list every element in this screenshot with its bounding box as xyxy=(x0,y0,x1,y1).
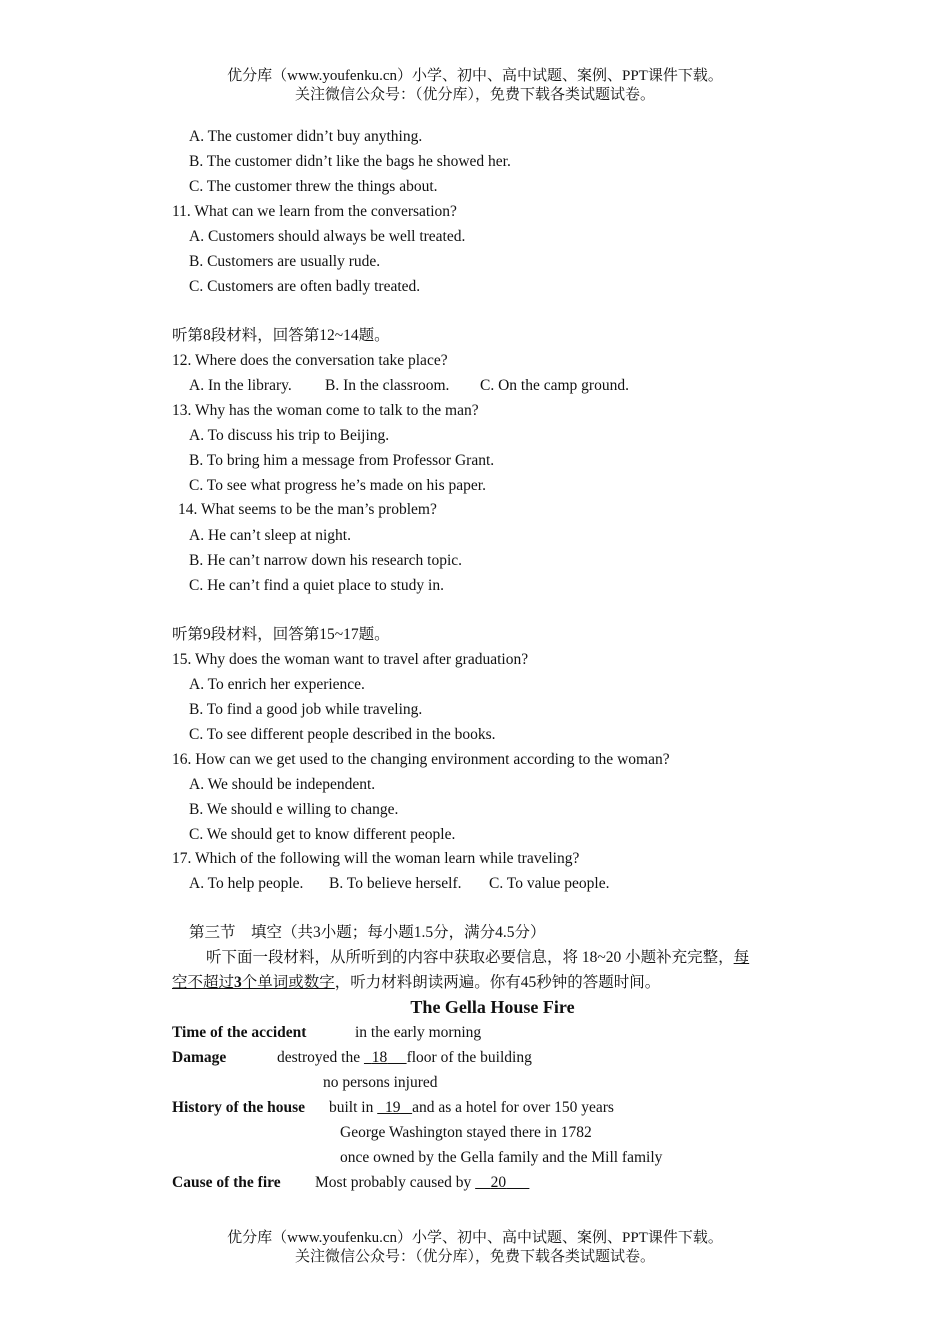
q12-option-c: C. On the camp ground. xyxy=(480,377,629,394)
q16-option-c: C. We should get to know different people. xyxy=(189,826,456,843)
q17-stem: 17. Which of the following will the woman learn while traveling? xyxy=(172,850,580,867)
section3-instructions-line1 xyxy=(206,948,749,968)
blank-18 xyxy=(364,1049,407,1066)
q11-option-b: B. Customers are usually rude. xyxy=(189,253,381,270)
q11-stem: 11. What can we learn from the conversation? xyxy=(172,203,457,220)
footer-line-2: 关注微信公众号：（优分库），免费下载各类试题试卷。 xyxy=(294,1249,655,1265)
history-label: History of the house xyxy=(172,1099,306,1116)
q10-option-c: C. The customer threw the things about. xyxy=(189,178,438,195)
table-title: The Gella House Fire xyxy=(410,997,575,1017)
footer-line-1: 优分库（www.youfenku.cn）小学、初中、高中试题、案例、PPT课件下载。 xyxy=(227,1230,723,1246)
q16-option-a: A. We should be independent. xyxy=(189,776,376,793)
q16-stem: 16. How can we get used to the changing environment according to the woman? xyxy=(172,751,670,768)
damage-pre: destroyed the xyxy=(277,1049,364,1066)
q15-option-b: B. To find a good job while traveling. xyxy=(189,701,423,718)
section9-intro: 听第9段材料，回答第15~17题。 xyxy=(172,626,390,643)
header-line-2: 关注微信公众号：（优分库），免费下载各类试题试卷。 xyxy=(294,87,655,103)
instructions-underlined-2 xyxy=(172,974,335,991)
q13-stem: 13. Why has the woman come to talk to the man? xyxy=(172,402,479,419)
instructions-text-1: 听下面一段材料，从所听到的内容中获取必要信息，将 18~20 小题补充完整， xyxy=(206,949,734,966)
q10-option-a: A. The customer didn’t buy anything. xyxy=(189,128,423,145)
q14-option-a: A. He can’t sleep at night. xyxy=(189,527,351,544)
q17-option-b: B. To believe herself. xyxy=(329,875,462,892)
section3-heading: 第三节 填空（共3小题；每小题1.5分，满分4.5分） xyxy=(189,924,546,941)
time-label: Time of the accident xyxy=(172,1024,307,1041)
q17-option-a: A. To help people. xyxy=(189,875,304,892)
q15-stem: 15. Why does the woman want to travel after graduation? xyxy=(172,651,529,668)
q13-option-c: C. To see what progress he’s made on his paper. xyxy=(189,477,486,494)
instructions-underlined-1: 每 xyxy=(733,949,750,966)
damage-label: Damage xyxy=(172,1049,227,1066)
q15-option-a: A. To enrich her experience. xyxy=(189,676,365,693)
q14-stem: 14. What seems to be the man’s problem? xyxy=(178,501,437,518)
q11-option-a: A. Customers should always be well treated. xyxy=(189,228,466,245)
section8-intro: 听第8段材料，回答第12~14题。 xyxy=(172,327,390,344)
q13-option-b: B. To bring him a message from Professor Grant. xyxy=(189,452,495,469)
q12-stem: 12. Where does the conversation take place? xyxy=(172,352,448,369)
q16-option-b: B. We should e willing to change. xyxy=(189,801,399,818)
damage-line xyxy=(277,1048,532,1068)
history-pre: built in xyxy=(329,1099,378,1116)
cause-pre: Most probably caused by xyxy=(315,1174,476,1191)
q15-option-c: C. To see different people described in the books. xyxy=(189,726,496,743)
history-line xyxy=(329,1098,614,1118)
blank-19 xyxy=(377,1099,412,1116)
header-line-1: 优分库（www.youfenku.cn）小学、初中、高中试题、案例、PPT课件下载。 xyxy=(227,68,723,84)
q14-option-b: B. He can’t narrow down his research topic. xyxy=(189,552,463,569)
damage-post: floor of the building xyxy=(406,1049,532,1066)
blank-19-number: 19 xyxy=(384,1099,401,1116)
underlined-2b: 3 xyxy=(234,974,242,991)
instructions-text-2: ，听力材料朗读两遍。你有45秒钟的答题时间。 xyxy=(334,974,661,991)
q12-option-b: B. In the classroom. xyxy=(325,377,450,394)
cause-label: Cause of the fire xyxy=(172,1174,281,1191)
underlined-2a: 空不超过 xyxy=(172,974,235,991)
q12-option-a: A. In the library. xyxy=(189,377,292,394)
damage-line-2: no persons injured xyxy=(323,1074,438,1091)
section3-instructions-line2 xyxy=(172,973,660,993)
blank-20-number: 20 xyxy=(490,1174,507,1191)
q14-option-c: C. He can’t find a quiet place to study in. xyxy=(189,577,444,594)
blank-20 xyxy=(475,1174,529,1191)
history-line-3: once owned by the Gella family and the Mill family xyxy=(340,1149,663,1166)
time-value: in the early morning xyxy=(355,1024,482,1041)
history-post: and as a hotel for over 150 years xyxy=(412,1099,614,1116)
cause-line xyxy=(315,1173,529,1193)
q13-option-a: A. To discuss his trip to Beijing. xyxy=(189,427,390,444)
q17-option-c: C. To value people. xyxy=(489,875,610,892)
q11-option-c: C. Customers are often badly treated. xyxy=(189,278,421,295)
q10-option-b: B. The customer didn’t like the bags he showed her. xyxy=(189,153,511,170)
underlined-2c: 个单词或数字 xyxy=(241,974,335,991)
history-line-2: George Washington stayed there in 1782 xyxy=(340,1124,592,1141)
blank-18-number: 18 xyxy=(371,1049,388,1066)
